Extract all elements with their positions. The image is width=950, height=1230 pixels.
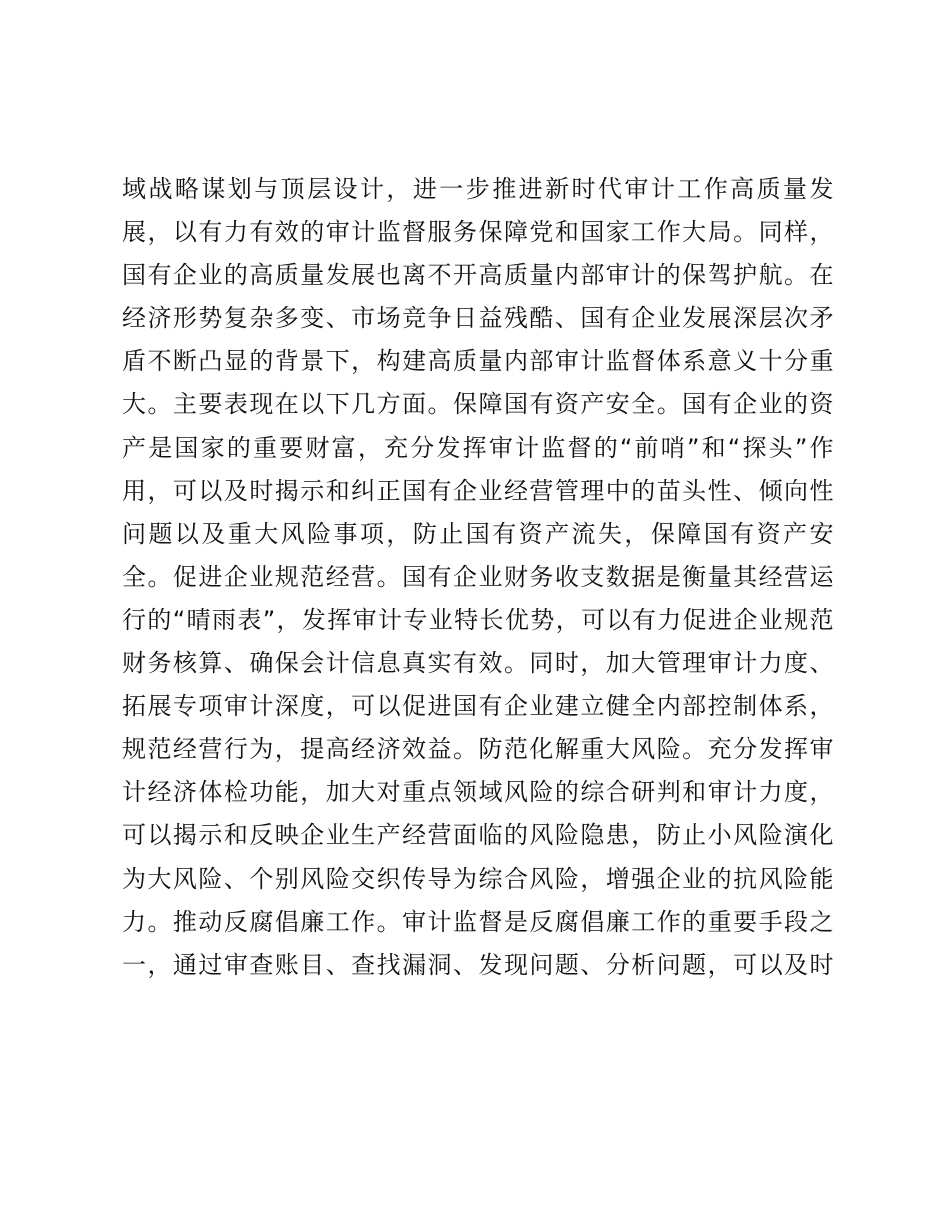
text-line: 行的“晴雨表”，发挥审计专业特长优势，可以有力促进企业规范 bbox=[122, 605, 834, 634]
text-line: 拓展专项审计深度，可以促进国有企业建立健全内部控制体系， bbox=[122, 692, 834, 721]
text-line: 产是国家的重要财富，充分发挥审计监督的“前哨”和“探头”作 bbox=[122, 433, 834, 462]
text-line: 展，以有力有效的审计监督服务保障党和国家工作大局。同样， bbox=[122, 218, 834, 247]
text-line: 用，可以及时揭示和纠正国有企业经营管理中的苗头性、倾向性 bbox=[122, 476, 834, 505]
text-line: 财务核算、确保会计信息真实有效。同时，加大管理审计力度、 bbox=[122, 649, 834, 678]
text-line: 一，通过审查账目、查找漏洞、发现问题、分析问题，可以及时 bbox=[122, 950, 834, 979]
text-line: 问题以及重大风险事项，防止国有资产流失，保障国有资产安 bbox=[122, 519, 834, 548]
body-text bbox=[122, 168, 834, 987]
text-line: 计经济体检功能，加大对重点领域风险的综合研判和审计力度， bbox=[122, 778, 834, 807]
text-line: 可以揭示和反映企业生产经营面临的风险隐患，防止小风险演化 bbox=[122, 821, 834, 850]
text-line: 力。推动反腐倡廉工作。审计监督是反腐倡廉工作的重要手段之 bbox=[122, 907, 834, 936]
text-line: 为大风险、个别风险交织传导为综合风险，增强企业的抗风险能 bbox=[122, 864, 834, 893]
text-line: 国有企业的高质量发展也离不开高质量内部审计的保驾护航。在 bbox=[122, 261, 834, 290]
text-line: 全。促进企业规范经营。国有企业财务收支数据是衡量其经营运 bbox=[122, 562, 834, 591]
text-line: 盾不断凸显的背景下，构建高质量内部审计监督体系意义十分重 bbox=[122, 347, 834, 376]
text-line: 大。主要表现在以下几方面。保障国有资产安全。国有企业的资 bbox=[122, 390, 834, 419]
text-line: 经济形势复杂多变、市场竞争日益残酷、国有企业发展深层次矛 bbox=[122, 304, 834, 333]
text-line: 域战略谋划与顶层设计，进一步推进新时代审计工作高质量发 bbox=[122, 175, 834, 203]
text-line: 规范经营行为，提高经济效益。防范化解重大风险。充分发挥审 bbox=[122, 735, 834, 764]
